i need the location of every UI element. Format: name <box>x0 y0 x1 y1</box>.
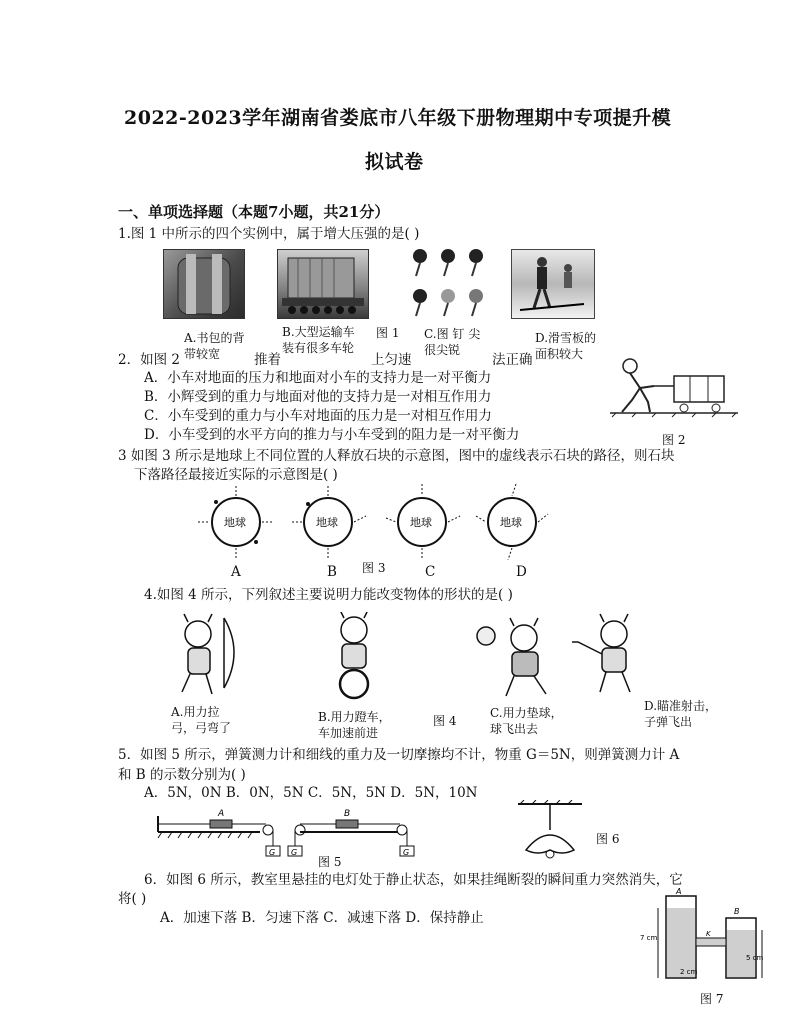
scale-b-label: B <box>344 809 351 819</box>
q2-option-c: C．小车受到的重力与小车对地面的压力是一对相互作用力 <box>144 408 492 424</box>
backpack-drawing <box>164 250 244 318</box>
cartoon-archer <box>182 614 234 694</box>
vessel-b-label: B <box>734 907 740 916</box>
q1-caption-b: B.大型运输车装有很多车轮 <box>282 325 355 355</box>
weight-g-label-1: G <box>269 848 276 857</box>
q5-options: A．5N，0N B．0N，5N C．5N，5N D．5N，10N <box>144 785 478 801</box>
figure-2-label: 图 2 <box>662 433 686 447</box>
q2-option-b: B．小辉受到的重力与地面对他的支持力是一对相互作用力 <box>144 389 492 405</box>
question-5-stem-line2: 和 B 的示数分别为( ) <box>118 767 246 783</box>
question-3-stem-line2: 下落路径最接近实际的示意图是( ) <box>134 467 338 483</box>
q3-label-c: C <box>425 564 436 580</box>
question-2-stem-a: 2．如图 2 <box>118 352 180 368</box>
question-5-stem-line1: 5．如图 5 所示，弹簧测力计和细线的重力及一切摩擦均不计，物重 G＝5N，则弹簧测力计 A <box>118 747 680 763</box>
backpack-photo <box>163 249 245 319</box>
section-heading: 一、单项选择题（本题7小题，共21分） <box>118 203 390 221</box>
question-4-stem: 4.如图 4 所示，下列叙述主要说明力能改变物体的形状的是( ) <box>144 587 513 603</box>
cartoon-shooter <box>572 614 630 692</box>
earth-label-b: 地球 <box>316 516 338 529</box>
q1-caption-c: C.图 钉 尖很尖锐 <box>424 327 481 357</box>
question-2-stem-c: 上匀速 <box>371 352 412 368</box>
q4-cartoon-drawings <box>168 612 648 704</box>
question-6-stem-line2: 将( ) <box>118 891 147 907</box>
figure-5-label: 图 5 <box>318 855 342 869</box>
hanging-lamp-drawing <box>512 800 588 862</box>
connected-vessels-drawing <box>640 888 770 988</box>
question-2-stem-d: 法正确 <box>492 352 533 368</box>
spring-scale-diagram <box>150 802 420 858</box>
q3-label-d: D <box>516 564 527 580</box>
earth-diagram-d <box>476 484 548 560</box>
truck-drawing <box>278 250 368 318</box>
earth-label-d: 地球 <box>500 516 522 529</box>
cartoon-volleyball <box>477 618 546 696</box>
earth-label-a: 地球 <box>224 516 246 529</box>
question-1-stem: 1.图 1 中所示的四个实例中，属于增大压强的是( ) <box>118 226 420 242</box>
boy-pushing-cart-drawing <box>610 356 740 418</box>
question-6-stem-line1: 6．如图 6 所示，教室里悬挂的电灯处于静止状态，如果挂绳断裂的瞬间重力突然消失，它 <box>144 872 683 888</box>
figure-7-label: 图 7 <box>700 992 724 1006</box>
earth-diagrams <box>190 482 550 564</box>
q1-caption-d: D.滑雪板的面积较大 <box>535 331 597 361</box>
q4-caption-d: D.瞄准射击，子弹飞出 <box>644 699 718 729</box>
dimension-5cm: 5 cm <box>746 954 764 962</box>
q4-caption-b: B.用力蹬车，车加速前进 <box>318 710 391 740</box>
dimension-2cm: 2 cm <box>680 968 698 976</box>
q1-caption-a: A.书包的背带较宽 <box>184 331 245 361</box>
page-title-line2: 拟试卷 <box>365 151 424 173</box>
vessel-a-label: A <box>676 888 682 896</box>
q6-options: A．加速下落 B．匀速下落 C．减速下落 D．保持静止 <box>160 910 484 926</box>
figure-6-label: 图 6 <box>596 832 620 846</box>
weight-g-label-2: G <box>291 848 298 857</box>
question-2-stem-b: 推着 <box>254 352 281 368</box>
earth-diagram-a <box>198 486 274 558</box>
figure-3-label: 图 3 <box>362 561 386 575</box>
truck-photo <box>277 249 369 319</box>
earth-diagram-b <box>292 486 366 558</box>
q4-caption-a: A.用力拉弓，弓弯了 <box>171 705 232 735</box>
cartoon-cyclist <box>340 612 368 698</box>
weight-g-label-3: G <box>403 848 410 857</box>
dimension-7cm: 7 cm <box>640 934 658 942</box>
earth-label-c: 地球 <box>410 516 432 529</box>
pushpins-drawing <box>408 246 490 320</box>
valve-k-label: K <box>706 930 711 938</box>
q2-option-a: A．小车对地面的压力和地面对小车的支持力是一对平衡力 <box>144 370 492 386</box>
q4-caption-c: C.用力垫球，球飞出去 <box>490 706 563 736</box>
q2-option-d: D．小车受到的水平方向的推力与小车受到的阻力是一对平衡力 <box>144 427 520 443</box>
scale-a-label: A <box>218 809 225 819</box>
question-3-stem-line1: 3 如图 3 所示是地球上不同位置的人释放石块的示意图，图中的虚线表示石块的路径，则石块 <box>118 448 675 464</box>
q3-label-b: B <box>327 564 337 580</box>
skier-photo <box>511 249 595 319</box>
skier-drawing <box>512 250 594 318</box>
figure-4-label: 图 4 <box>433 714 457 728</box>
earth-diagram-c <box>386 484 460 560</box>
q3-label-a: A <box>231 564 241 580</box>
figure-1-label: 图 1 <box>376 326 400 340</box>
page-title: 2022-2023学年湖南省娄底市八年级下册物理期中专项提升模 <box>124 107 672 129</box>
